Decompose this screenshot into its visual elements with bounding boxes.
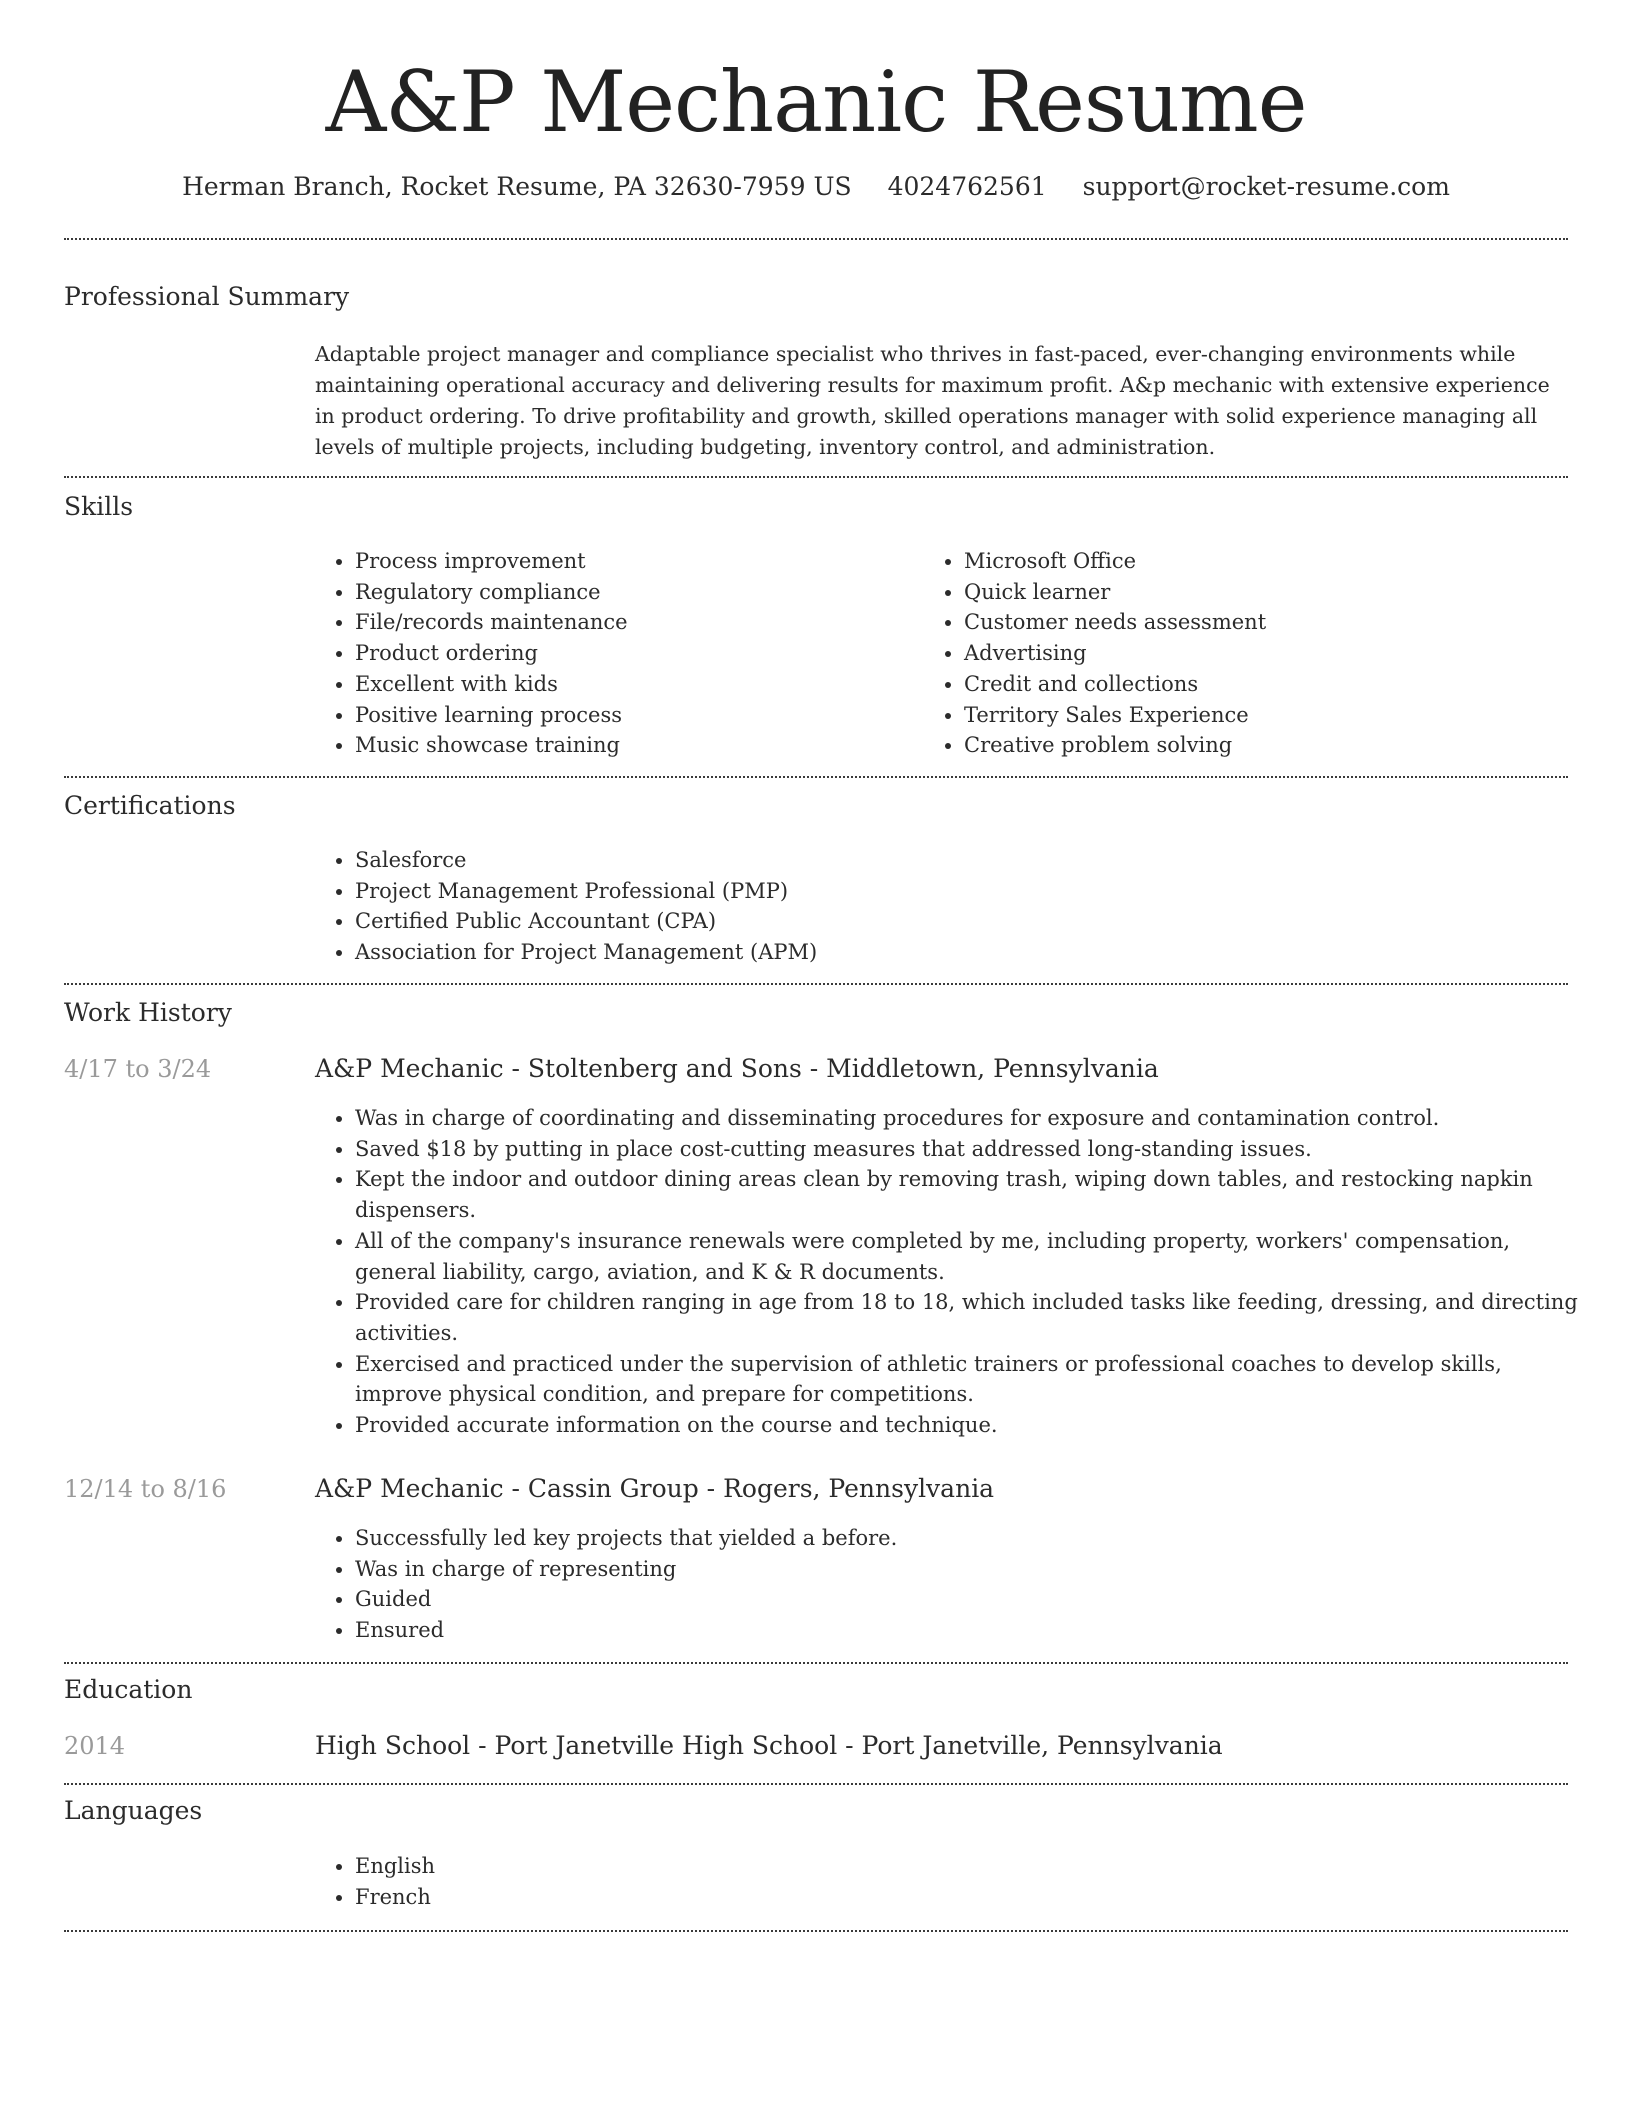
list-item: • Positive learning process — [355, 700, 915, 731]
list-item: • File/records maintenance — [355, 607, 915, 638]
list-item: • Product ordering — [355, 638, 915, 669]
list-item: • Creative problem solving — [964, 730, 1564, 761]
work-history-heading: Work History — [64, 998, 232, 1027]
skills-heading: Skills — [64, 492, 134, 521]
list-item: • Was in charge of coordinating and disseminating procedures for exposure and contamination control. — [355, 1103, 1585, 1134]
job-title: A&P Mechanic - Cassin Group - Rogers, Pennsylvania — [315, 1474, 995, 1503]
list-item: • Guided — [355, 1584, 1585, 1615]
languages-list — [311, 1851, 955, 1912]
education-title: High School - Port Janetville High School - Port Janetville, Pennsylvania — [315, 1731, 1223, 1760]
list-item: • Quick learner — [964, 577, 1564, 608]
list-item: • Music showcase training — [355, 730, 915, 761]
skills-list-left — [311, 546, 915, 761]
job-bullets — [311, 1523, 1585, 1646]
list-item: • Was in charge of representing — [355, 1554, 1585, 1585]
list-item: • Exercised and practiced under the supervision of athletic trainers or professional coaches to develop skills, improve physical condition, and prepare for competitions. — [355, 1349, 1585, 1410]
section-divider — [64, 1930, 1568, 1932]
list-item: • All of the company's insurance renewals were completed by me, including property, workers' compensation, general liability, cargo, aviation, and K & R documents. — [355, 1226, 1585, 1287]
page-title: A&P Mechanic Resume — [325, 53, 1307, 151]
list-item: • Saved $18 by putting in place cost-cutting measures that addressed long-standing issues. — [355, 1134, 1585, 1165]
skills-list-right — [920, 546, 1564, 761]
section-divider — [64, 776, 1568, 778]
section-divider — [64, 238, 1568, 240]
list-item: • Regulatory compliance — [355, 577, 915, 608]
certifications-list — [311, 845, 1555, 968]
section-divider — [64, 983, 1568, 985]
summary-heading: Professional Summary — [64, 282, 350, 311]
list-item: • Process improvement — [355, 546, 915, 577]
summary-text: Adaptable project manager and compliance specialist who thrives in fast-paced, ever-changing environments while maintaining operational accuracy and delivering results for maximum profit. A&p mechanic with extensive experience in product ordering. To drive profitability and growth, skilled operations manager with solid experience managing all levels of multiple projects, including budgeting, inventory control, and administration. — [315, 342, 1550, 459]
list-item: • Microsoft Office — [964, 546, 1564, 577]
contact-phone: 4024762561 — [887, 172, 1047, 201]
list-item: • French — [355, 1882, 955, 1913]
list-item: • Provided care for children ranging in age from 18 to 18, which included tasks like feeding, dressing, and directing activities. — [355, 1287, 1585, 1348]
list-item: • Salesforce — [355, 845, 1555, 876]
list-item: • Advertising — [964, 638, 1564, 669]
job-dates: 12/14 to 8/16 — [64, 1475, 227, 1503]
list-item: • Credit and collections — [964, 669, 1564, 700]
section-divider — [64, 1783, 1568, 1785]
job-bullets — [311, 1103, 1585, 1441]
list-item: • Certified Public Accountant (CPA) — [355, 906, 1555, 937]
list-item: • Territory Sales Experience — [964, 700, 1564, 731]
certifications-heading: Certifications — [64, 791, 236, 820]
list-item: • Ensured — [355, 1615, 1585, 1646]
list-item: • Association for Project Management (APM) — [355, 937, 1555, 968]
list-item: • Customer needs assessment — [964, 607, 1564, 638]
education-heading: Education — [64, 1675, 193, 1704]
list-item: • English — [355, 1851, 955, 1882]
languages-heading: Languages — [64, 1796, 203, 1825]
section-divider — [64, 1662, 1568, 1664]
job-title: A&P Mechanic - Stoltenberg and Sons - Middletown, Pennsylvania — [315, 1054, 1159, 1083]
job-dates: 4/17 to 3/24 — [64, 1055, 212, 1083]
list-item: • Provided accurate information on the course and technique. — [355, 1410, 1585, 1441]
section-divider — [64, 476, 1568, 478]
list-item: • Kept the indoor and outdoor dining areas clean by removing trash, wiping down tables, and restocking napkin dispensers. — [355, 1164, 1585, 1225]
list-item: • Project Management Professional (PMP) — [355, 876, 1555, 907]
contact-line — [0, 170, 1632, 204]
contact-address: Herman Branch, Rocket Resume, PA 32630-7959 US — [182, 172, 852, 201]
list-item: • Successfully led key projects that yielded a before. — [355, 1523, 1585, 1554]
list-item: • Excellent with kids — [355, 669, 915, 700]
contact-email: support@rocket-resume.com — [1082, 172, 1450, 201]
education-year: 2014 — [64, 1732, 126, 1760]
